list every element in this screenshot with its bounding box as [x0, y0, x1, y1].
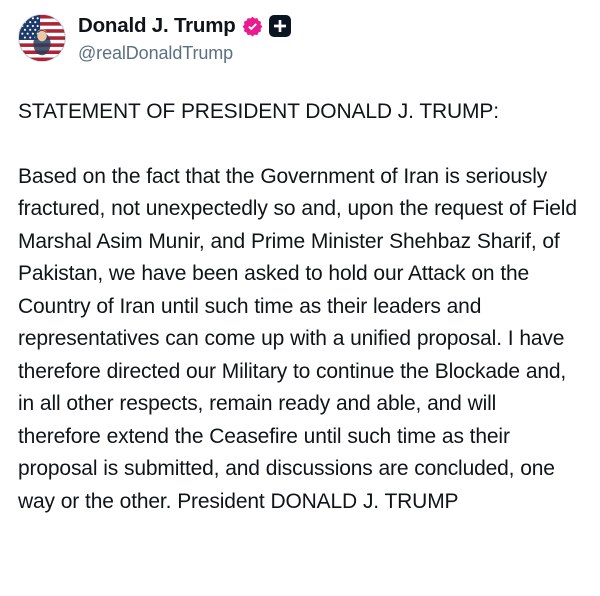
post-paragraph: Based on the fact that the Government of Iran is seriously fractured, not unexpectedly so and, upon the request of Field Marshal Asim Munir, and Prime Minister Shehbaz Sharif, of Pakistan, we have been asked to hold our Attack on the Country of Iran until such time as their leaders and representatives can come up with a unified proposal. I have therefore directed our Military to continue the Blockade and, in all other respects, remain ready and able, and will therefore extend the Ceasefire until such time as their proposal is submitted, and discussions are concluded, one way or the other. President DONALD J. TRUMP	[18, 164, 577, 513]
verified-check-icon	[242, 16, 263, 37]
post-body	[18, 96, 582, 518]
author-identity	[78, 14, 291, 64]
government-account-icon	[269, 15, 291, 37]
paragraph-spacer	[18, 129, 582, 161]
author-handle: @realDonaldTrump	[78, 43, 234, 63]
post-heading: STATEMENT OF PRESIDENT DONALD J. TRUMP:	[18, 100, 499, 123]
american-flag-avatar-icon	[19, 15, 65, 61]
avatar[interactable]	[18, 14, 66, 62]
author-display-name: Donald J. Trump	[78, 13, 236, 37]
author-name-line	[78, 15, 291, 37]
post-header	[18, 14, 582, 72]
